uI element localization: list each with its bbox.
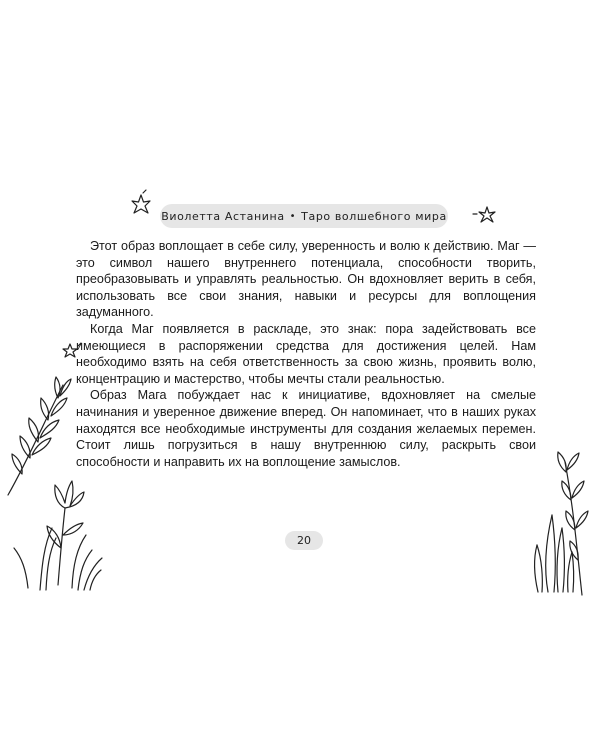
grass-sprigs-icon — [534, 515, 573, 592]
header-separator: • — [289, 210, 297, 222]
page-number — [285, 531, 323, 550]
sparkle-star-icon — [132, 190, 150, 213]
page-number-label: 20 — [297, 534, 311, 547]
paragraph: Когда Маг появляется в раскладе, это знак: пора задействовать все имеющиеся в распоряжении средства для достижения целей. Нам необходимо взять на себя ответственность за свою жизнь, проявить волю, концентрацию и мастерство, чтобы мечты стали реальностью. — [76, 321, 536, 386]
leafy-branch-icon — [558, 452, 588, 595]
paragraph: Этот образ воплощает в себе силу, уверенность и волю к действию. Маг — это символ нашего внутреннего потенциала, способности творить, преобразовывать и управлять реальностью. Он вдохновляет верить в себя, использовать все свои знания, навыки и ресурсы для воплощения задуманного. — [76, 239, 536, 320]
running-header — [160, 204, 448, 228]
paragraph: Образ Мага побуждает нас к инициативе, вдохновляет на смелые начинания и уверенное движение вперед. Он напоминает, что в наших руках находятся все необходимые инструменты для создания желаемых перемен. Стоит лишь погрузиться в нашу внутреннюю силу, раскрыть свои способности и направить их на воплощение замыслов. — [76, 388, 536, 469]
header-author: Виолетта Астанина — [161, 209, 285, 223]
tulip-flower-icon — [47, 481, 84, 585]
header-book-title: Таро волшебного мира — [301, 209, 447, 223]
leafy-branch-icon — [8, 377, 71, 495]
body-text — [76, 238, 536, 470]
sparkle-star-icon — [473, 207, 495, 222]
